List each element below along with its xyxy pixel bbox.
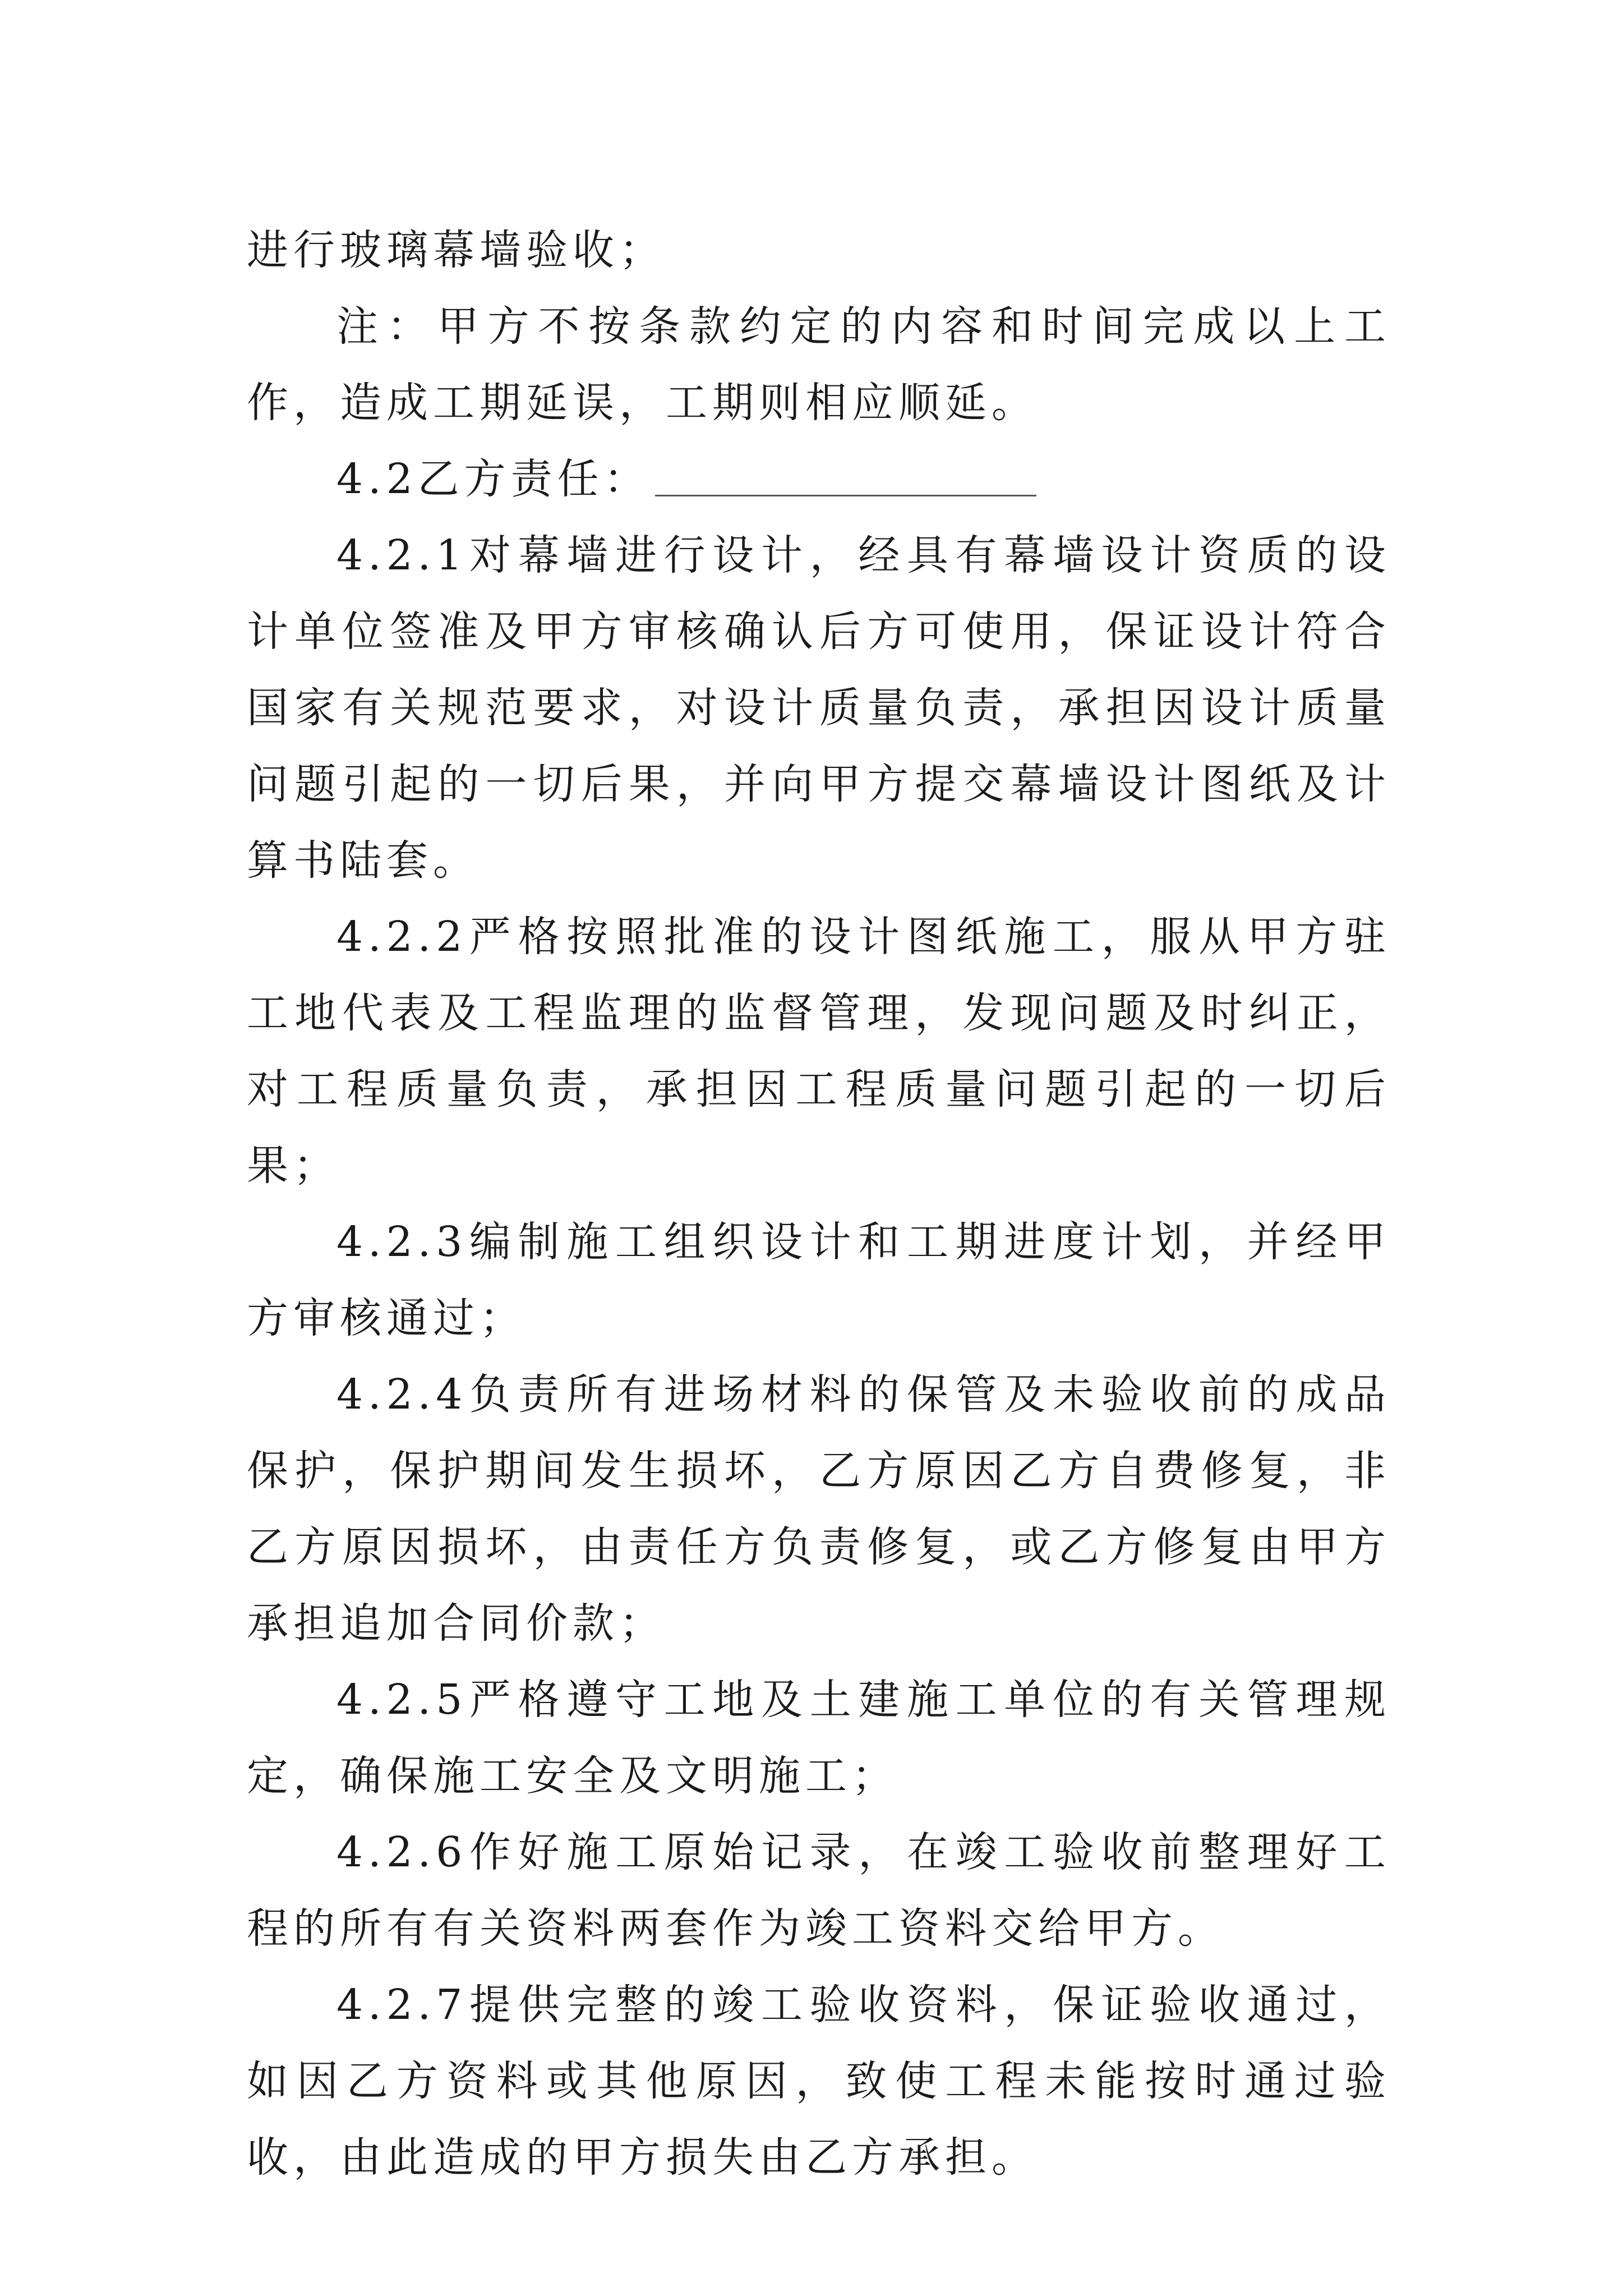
- clause-4-2-4: 4.2.4负责所有进场材料的保管及未验收前的成品保护，保护期间发生损坏，乙方原因乙方自费修复，非乙方原因损坏，由责任方负责修复，或乙方修复由甲方承担追加合同价款；: [247, 1370, 1391, 1648]
- clause-4-2-2: 4.2.2严格按照批准的设计图纸施工，服从甲方驻工地代表及工程监理的监督管理，发现问题及时纠正，对工程质量负责，承担因工程质量问题引起的一切后果；: [247, 913, 1391, 1190]
- clause-4-2-5: 4.2.5严格遵守工地及土建施工单位的有关管理规定，确保施工安全及文明施工；: [247, 1676, 1391, 1800]
- paragraph-glass-curtain-wall-acceptance: 进行玻璃幕墙验收；: [247, 226, 666, 274]
- clause-4-2-6: 4.2.6作好施工原始记录，在竣工验收前整理好工程的所有有关资料两套作为竣工资料交给甲方。: [247, 1828, 1391, 1953]
- paragraph-note-party-a-delay: 注：甲方不按条款约定的内容和时间完成以上工作，造成工期延误，工期则相应顺延。: [247, 302, 1391, 427]
- document-body: [247, 212, 1391, 2196]
- fill-in-blank-line: [655, 494, 1036, 496]
- clause-4-2-7: 4.2.7提供完整的竣工验收资料，保证验收通过，如因乙方资料或其他原因，致使工程未能按时通过验收，由此造成的甲方损失由乙方承担。: [247, 1981, 1391, 2182]
- clause-4-2-1: 4.2.1对幕墙进行设计，经具有幕墙设计资质的设计单位签准及甲方审核确认后方可使用，保证设计符合国家有关规范要求，对设计质量负责，承担因设计质量问题引起的一切后果，并向甲方提交幕墙设计图纸及计算书陆套。: [247, 531, 1391, 885]
- heading-party-b-responsibilities: 4.2乙方责任：: [336, 455, 651, 503]
- paragraph-heading-party-b-responsibilities: [247, 441, 1391, 517]
- clause-4-2-3: 4.2.3编制施工组织设计和工期进度计划，并经甲方审核通过；: [247, 1218, 1391, 1342]
